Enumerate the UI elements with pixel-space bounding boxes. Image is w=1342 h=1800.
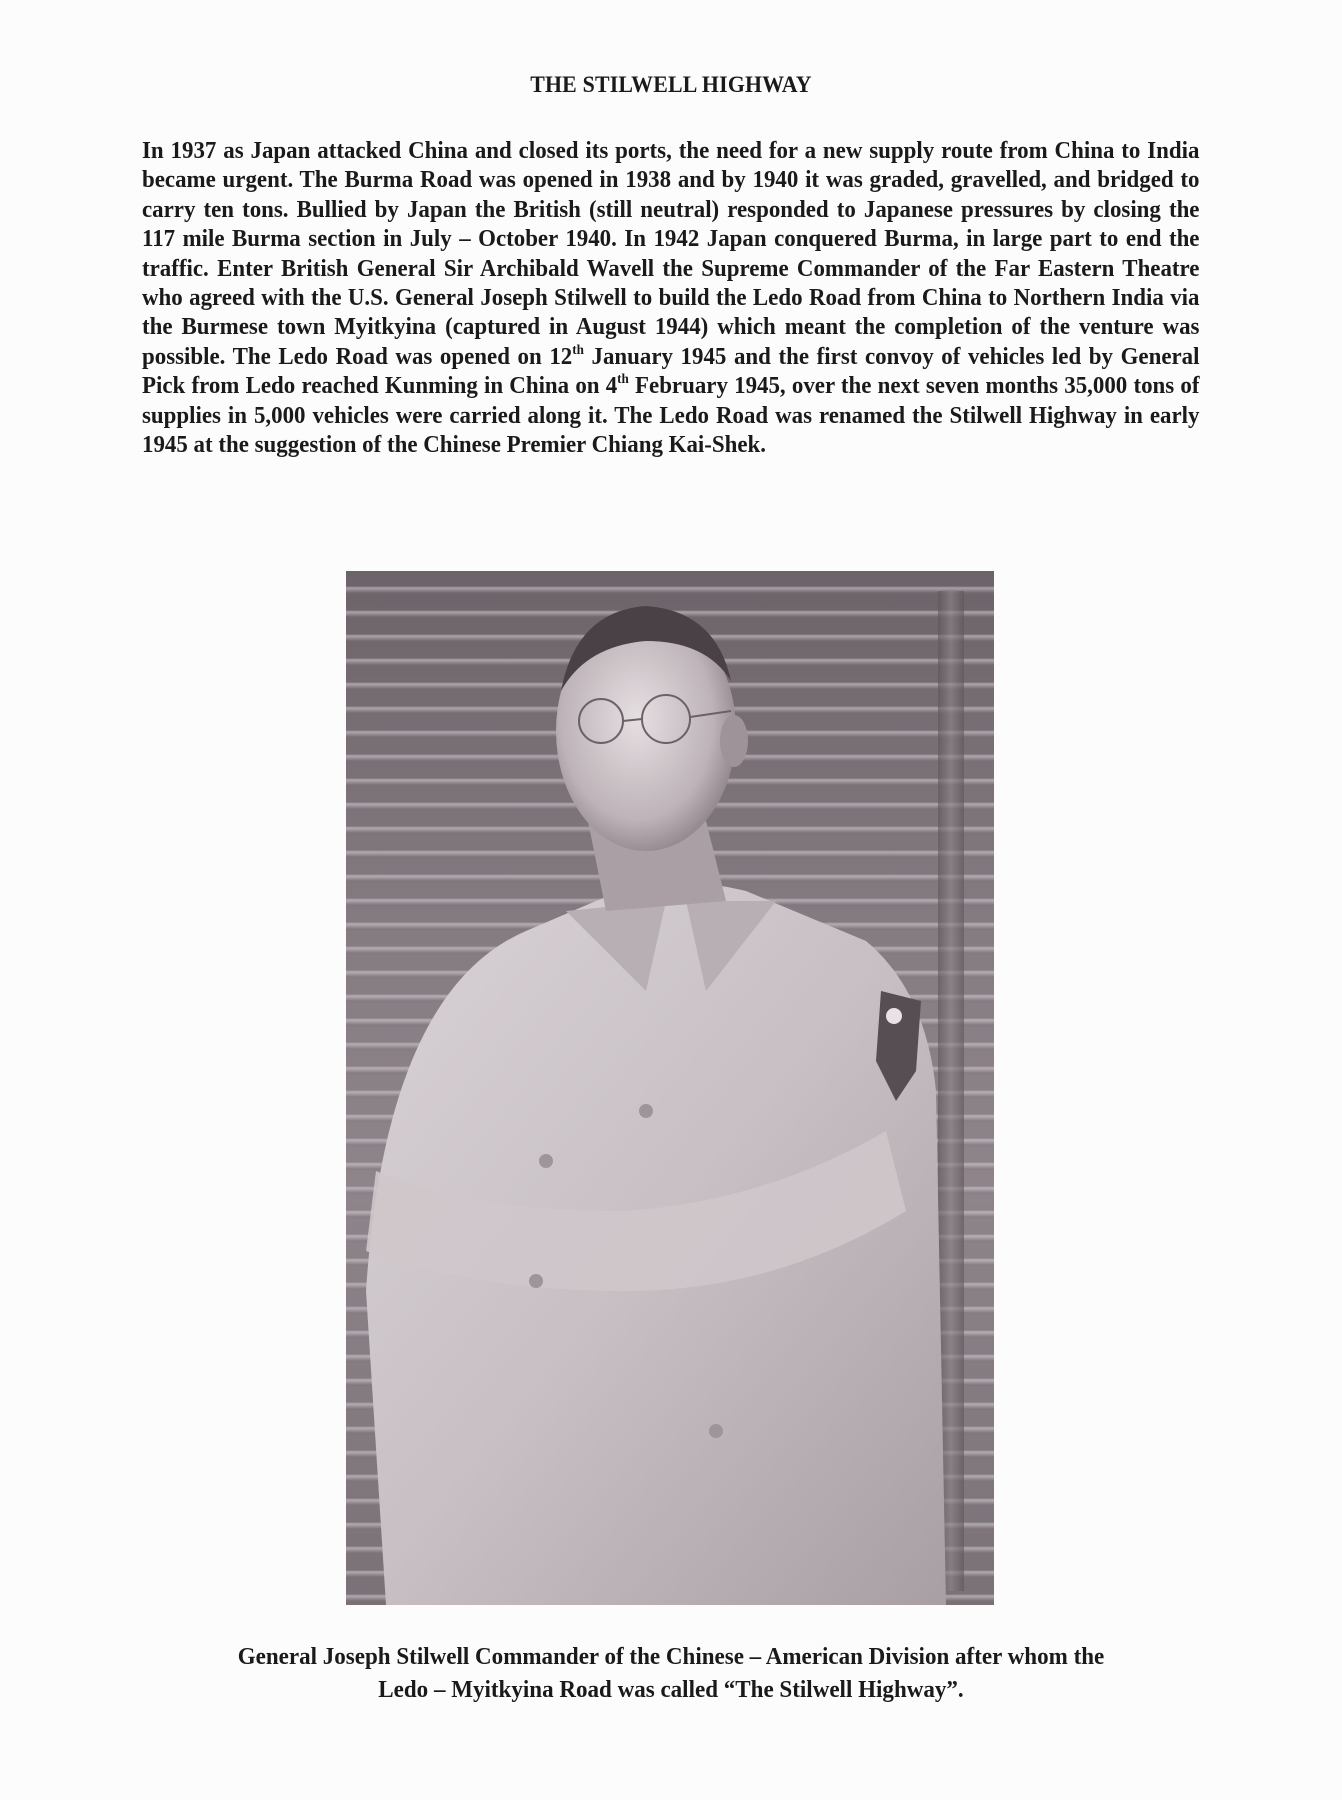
portrait-photo — [346, 571, 994, 1605]
paragraph-part-2: January 1945 and the first convoy of vehicles led by General Pick from Ledo reached Kunming in China on 4 — [142, 342, 1200, 400]
body-paragraph — [142, 136, 1199, 459]
paragraph-part-3: February 1945, over the next seven months 35,000 tons of supplies in 5,000 vehicles were carried along it. The Ledo Road was renamed the Stilwell Highway in early 1945 at the suggestion of the Chinese Premier Chiang Kai-Shek. — [142, 372, 1200, 459]
paragraph-part-1: In 1937 as Japan attacked China and closed its ports, the need for a new supply route from China to India became urgent. The Burma Road was opened in 1938 and by 1940 it was graded, gravelled, and bridged to carry ten tons. Bullied by Japan the British (still neutral) responded to Japanese pressures by closing the 117 mile Burma section in July – October 1940. In 1942 Japan conquered Burma, in large part to end the traffic. Enter British General Sir Archibald Wavell the Supreme Commander of the Far Eastern Theatre who agreed with the U.S. General Joseph Stilwell to build the Ledo Road from China to Northern India via the Burmese town Myitkyina (captured in August 1944) which meant the completion of the venture was possible. The Ledo Road was opened on 12 — [142, 137, 1200, 370]
caption-line-1: General Joseph Stilwell Commander of the Chinese – American Division after whom the — [237, 1643, 1105, 1670]
document-title: THE STILWELL HIGHWAY — [530, 72, 812, 97]
portrait-figure — [346, 571, 994, 1605]
caption-line-2: Ledo – Myitkyina Road was called “The Stilwell Highway”. — [378, 1676, 964, 1703]
photo-caption — [40, 1640, 1301, 1706]
ordinal-suffix: th — [617, 372, 629, 388]
ordinal-suffix: th — [572, 342, 584, 358]
